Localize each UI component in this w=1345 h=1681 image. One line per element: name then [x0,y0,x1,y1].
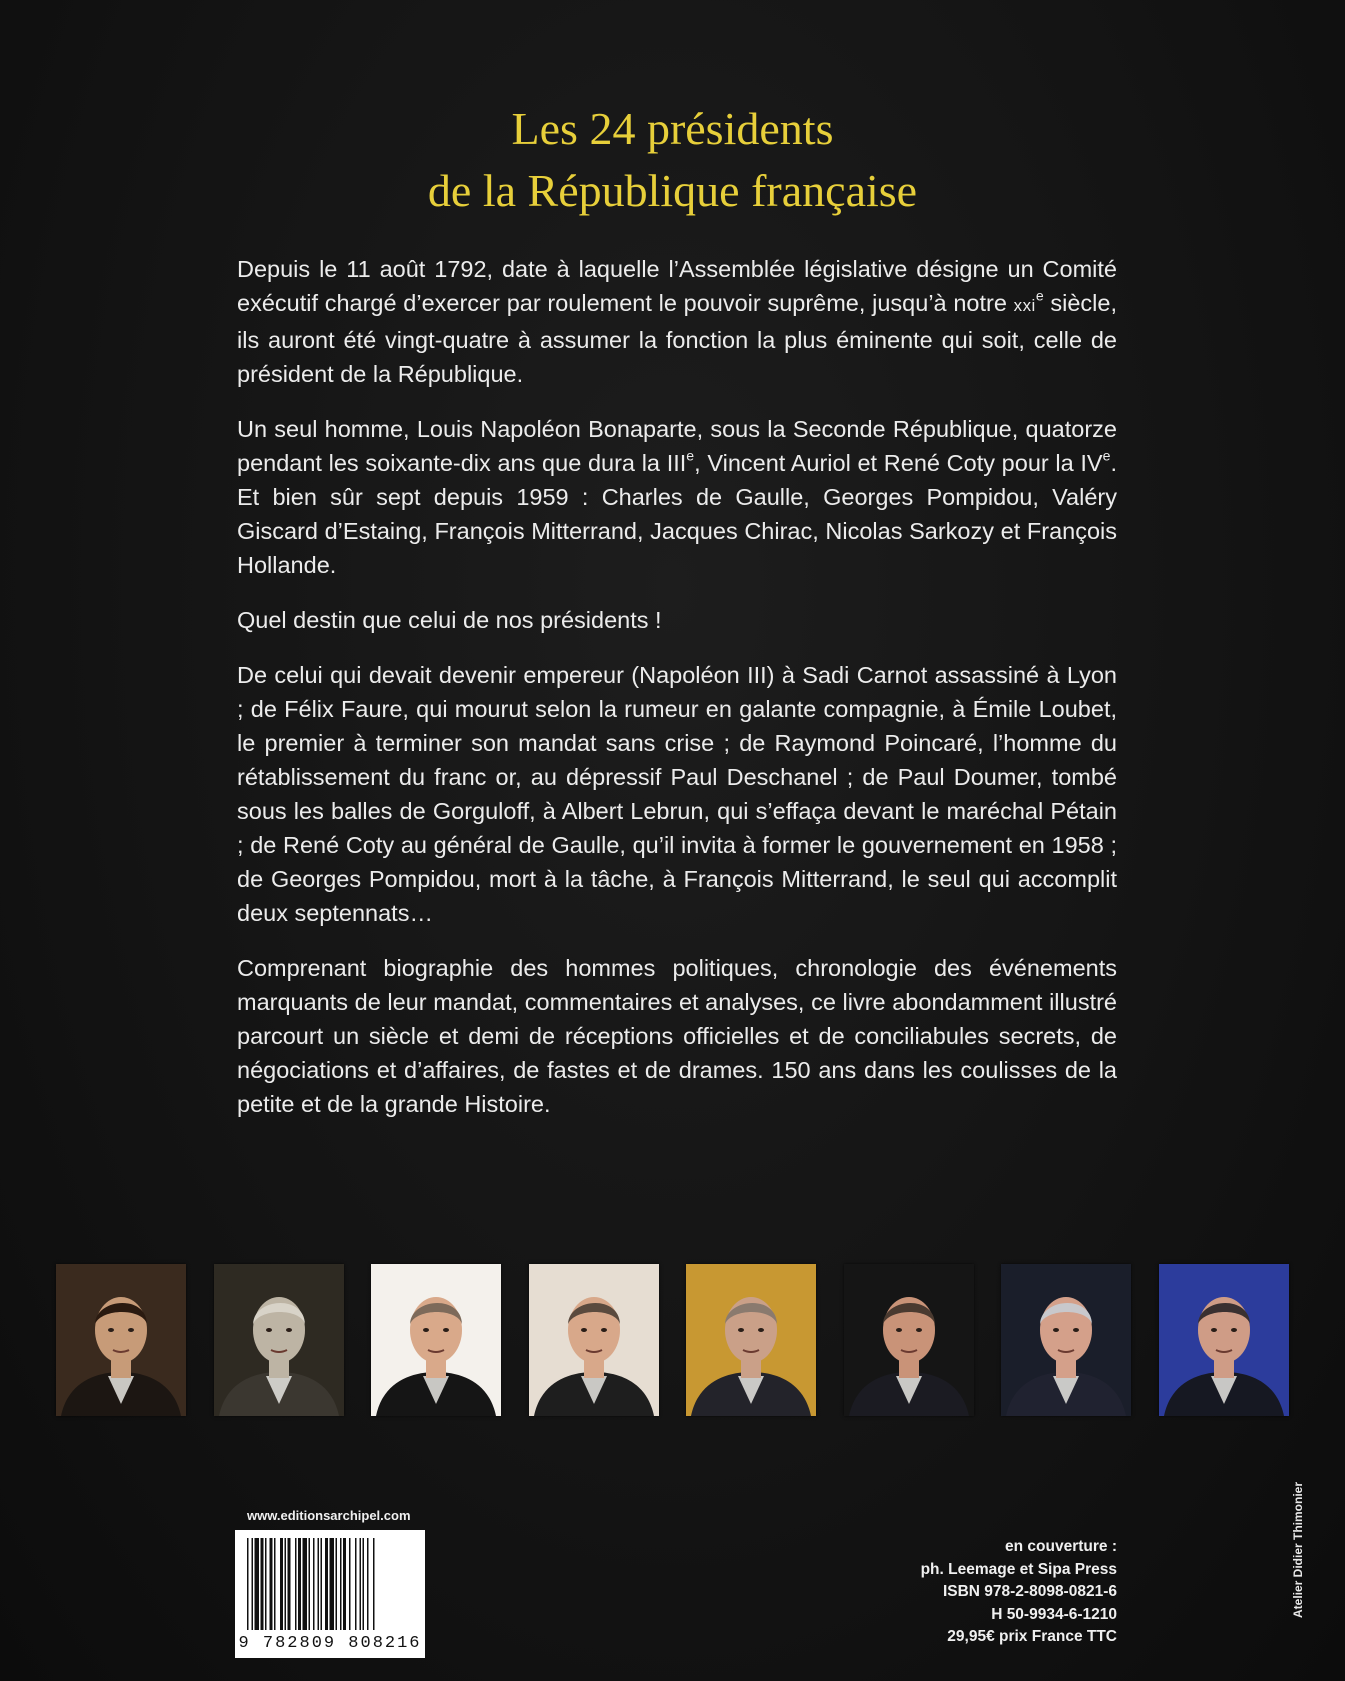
credits-block [797,1536,1117,1649]
barcode-bar [318,1538,320,1630]
barcode-bar [313,1538,315,1630]
paragraph-3: Quel destin que celui de nos présidents ! [237,607,662,633]
president-portrait-8 [1159,1264,1289,1416]
cover-title [0,98,1345,222]
barcode-bar [288,1538,291,1630]
paragraph-4: De celui qui devait devenir empereur (Napoléon III) à Sadi Carnot assassiné à Lyon ; de Félix Faure, qui mourut selon la rumeur en galante compagnie, à Émile Loubet, le premier à terminer son mandat sans crise ; de Raymond Poincaré, l’homme du rétablissement du franc or, au dépressif Paul Deschanel ; de Paul Doumer, tombé sous les balles de Gorguloff, à Albert Lebrun, qui s’effaça devant le maréchal Pétain ; de René Coty au général de Gaulle, qu’il invita à former le gouvernement en 1958 ; de Georges Pompidou, mort à la tâche, à François Mitterrand, le seul qui accomplit deux septennats… [237,662,1117,926]
portrait-painting-icon [371,1264,501,1416]
barcode-bar [367,1538,369,1630]
paragraph-2 [237,412,1117,582]
barcode-bar [321,1538,323,1630]
title-line-1: Les 24 présidents [511,103,834,154]
barcode-digits: 9 782809 808216 [238,1634,422,1653]
barcode-bar [280,1538,283,1630]
blurb [237,252,1117,1142]
barcode-bar [270,1538,273,1630]
president-portrait-6 [844,1264,974,1416]
barcode-bar [330,1538,335,1630]
designer-credit: Atelier Didier Thimonier [1291,1481,1305,1618]
barcode-bar [363,1538,365,1630]
century-numeral: xxi [1013,296,1036,315]
barcode-bar [343,1538,346,1630]
barcode-bar [360,1538,362,1630]
credit-cover-label: en couverture : [1005,1538,1117,1555]
barcode-bar [298,1538,301,1630]
portrait-painting-icon [56,1264,186,1416]
barcode-bar [295,1538,297,1630]
barcode-bar [325,1538,328,1630]
paragraph-1-text-a: Depuis le 11 août 1792, date à laquelle l’Assemblée législative désigne un Comité exécutif chargé d’exercer par roulement le pouvoir suprême, jusqu’à notre [237,256,1117,316]
credit-code: H 50-9934-6-1210 [991,1605,1117,1623]
president-portrait-4 [529,1264,659,1416]
barcode-icon [235,1530,425,1634]
paragraph-2-text-a: Un seul homme, Louis Napoléon Bonaparte, sous la Seconde République, quatorze pendant les soixante-dix ans que dura la III [237,416,1117,476]
paragraph-5: Comprenant biographie des hommes politiques, chronologie des événements marquants de leur mandat, commentaires et analyses, ce livre abondamment illustré parcourt un siècle et demi de réceptions officielles et de conciliabules secrets, de négociations et d’affaires, de fastes et de drames. 150 ans dans les coulisses de la petite et de la grande Histoire. [237,955,1117,1117]
portrait-strip [56,1264,1288,1416]
portrait-photo-icon [844,1264,974,1416]
barcode-bar [340,1538,342,1630]
portrait-photo-icon [1001,1264,1131,1416]
barcode-bar [303,1538,308,1630]
century-superscript: e [1035,287,1044,304]
portrait-photo-icon [686,1264,816,1416]
credit-photo: ph. Leemage et Sipa Press [920,1560,1117,1578]
paragraph-1 [237,252,1117,391]
barcode-bar [309,1538,311,1630]
paragraph-2-text-c: . Et bien sûr sept depuis 1959 : Charles de Gaulle, Georges Pompidou, Valéry Giscard d’Estaing, François Mitterrand, Jacques Chirac, Nicolas Sarkozy et François Hollande. [237,450,1117,578]
superscript-e: e [686,447,695,464]
barcode-bar [247,1538,249,1630]
barcode-bar [373,1538,375,1630]
superscript-e: e [1102,447,1111,464]
barcode-bar [261,1538,264,1630]
barcode-bar [349,1538,351,1630]
portrait-photo-icon [1159,1264,1289,1416]
barcode-bar [355,1538,357,1630]
barcode-bar [274,1538,276,1630]
barcode-bar [255,1538,260,1630]
barcode-bar [285,1538,287,1630]
barcode-bar [265,1538,267,1630]
president-portrait-7 [1001,1264,1131,1416]
president-portrait-1 [56,1264,186,1416]
president-portrait-2 [214,1264,344,1416]
isbn-barcode [235,1530,425,1658]
president-portrait-3 [371,1264,501,1416]
portrait-bust-icon [214,1264,344,1416]
portrait-painting-icon [529,1264,659,1416]
credit-price: 29,95€ prix France TTC [947,1628,1117,1645]
paragraph-2-text-b: , Vincent Auriol et René Coty pour la IV [694,450,1103,476]
barcode-bar [336,1538,338,1630]
credit-isbn: ISBN 978-2-8098-0821-6 [942,1583,1117,1600]
barcode-bar [252,1538,254,1630]
publisher-website[interactable]: www.editionsarchipel.com [247,1508,411,1523]
title-line-2: de la République française [427,165,918,216]
paragraph-1-text-b: siècle, ils auront été vingt-quatre à assumer la fonction la plus éminente qui soit, celle de président de la République. [237,290,1117,387]
president-portrait-5 [686,1264,816,1416]
